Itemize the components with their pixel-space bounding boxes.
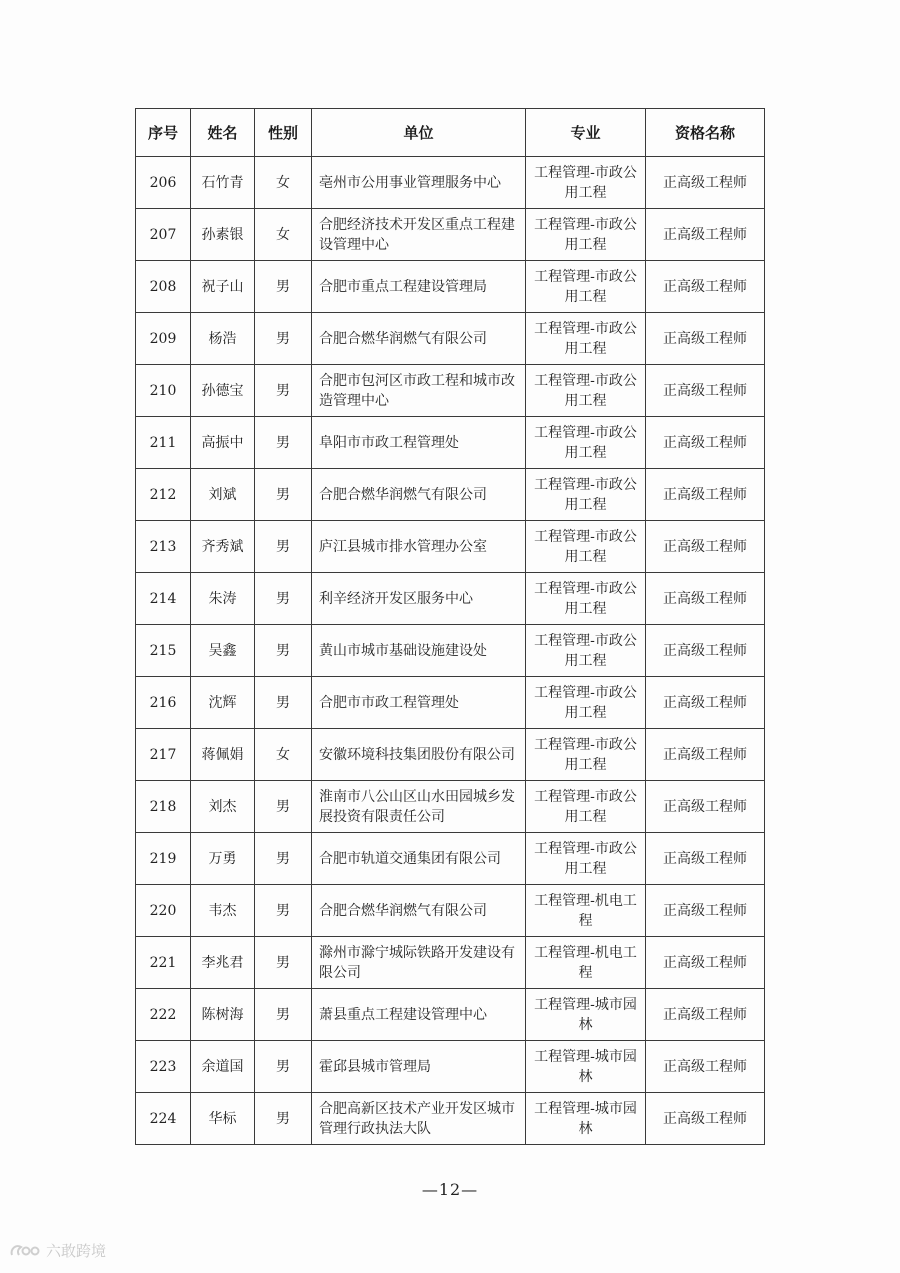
cell-unit: 合肥市包河区市政工程和城市改造管理中心 [312,365,526,417]
cell-unit: 合肥合燃华润燃气有限公司 [312,313,526,365]
cell-no: 223 [136,1041,191,1093]
cell-major: 工程管理-市政公用工程 [526,313,646,365]
cell-gender: 男 [255,833,312,885]
cell-unit: 合肥市轨道交通集团有限公司 [312,833,526,885]
cell-major: 工程管理-市政公用工程 [526,261,646,313]
cell-major: 工程管理-市政公用工程 [526,209,646,261]
cell-qualification: 正高级工程师 [646,625,765,677]
cell-name: 石竹青 [191,157,255,209]
cell-major: 工程管理-机电工程 [526,885,646,937]
cell-major: 工程管理-市政公用工程 [526,729,646,781]
cell-no: 218 [136,781,191,833]
cell-name: 齐秀斌 [191,521,255,573]
cell-no: 210 [136,365,191,417]
cell-name: 陈树海 [191,989,255,1041]
table-row [136,1093,765,1145]
cell-major: 工程管理-市政公用工程 [526,781,646,833]
cell-major: 工程管理-市政公用工程 [526,469,646,521]
cell-no: 220 [136,885,191,937]
cell-no: 217 [136,729,191,781]
table-row [136,313,765,365]
cell-no: 215 [136,625,191,677]
header-cell-unit: 单位 [312,109,526,157]
cell-unit: 庐江县城市排水管理办公室 [312,521,526,573]
table-header-row [136,109,765,157]
cell-qualification: 正高级工程师 [646,261,765,313]
cell-major: 工程管理-城市园林 [526,1041,646,1093]
cell-major: 工程管理-市政公用工程 [526,521,646,573]
cell-qualification: 正高级工程师 [646,1093,765,1145]
cell-no: 214 [136,573,191,625]
header-cell-major: 专业 [526,109,646,157]
cell-name: 孙德宝 [191,365,255,417]
watermark [8,1240,106,1261]
cell-qualification: 正高级工程师 [646,989,765,1041]
cell-qualification: 正高级工程师 [646,573,765,625]
cell-no: 221 [136,937,191,989]
table-row [136,157,765,209]
cell-unit: 合肥高新区技术产业开发区城市管理行政执法大队 [312,1093,526,1145]
table-row [136,781,765,833]
cell-gender: 男 [255,677,312,729]
cell-qualification: 正高级工程师 [646,781,765,833]
cell-major: 工程管理-城市园林 [526,989,646,1041]
cell-qualification: 正高级工程师 [646,937,765,989]
cell-name: 高振中 [191,417,255,469]
cell-qualification: 正高级工程师 [646,677,765,729]
cell-no: 207 [136,209,191,261]
cell-no: 212 [136,469,191,521]
table-row [136,573,765,625]
cell-unit: 霍邱县城市管理局 [312,1041,526,1093]
cell-qualification: 正高级工程师 [646,365,765,417]
cell-no: 216 [136,677,191,729]
cell-qualification: 正高级工程师 [646,157,765,209]
table-body [136,157,765,1145]
table-row [136,261,765,313]
cell-gender: 男 [255,989,312,1041]
cell-gender: 男 [255,365,312,417]
cell-unit: 合肥合燃华润燃气有限公司 [312,469,526,521]
header-cell-gender: 性别 [255,109,312,157]
header-cell-no: 序号 [136,109,191,157]
cell-name: 万勇 [191,833,255,885]
cell-gender: 男 [255,521,312,573]
table-row [136,937,765,989]
cell-qualification: 正高级工程师 [646,729,765,781]
cell-major: 工程管理-市政公用工程 [526,573,646,625]
table-row [136,209,765,261]
table-row [136,833,765,885]
cell-name: 祝子山 [191,261,255,313]
cell-gender: 男 [255,781,312,833]
cell-name: 韦杰 [191,885,255,937]
cell-no: 222 [136,989,191,1041]
cell-unit: 滁州市滁宁城际铁路开发建设有限公司 [312,937,526,989]
cell-qualification: 正高级工程师 [646,833,765,885]
header-cell-name: 姓名 [191,109,255,157]
table-row [136,469,765,521]
cell-name: 华标 [191,1093,255,1145]
cell-major: 工程管理-城市园林 [526,1093,646,1145]
cell-qualification: 正高级工程师 [646,1041,765,1093]
cell-no: 206 [136,157,191,209]
cell-qualification: 正高级工程师 [646,885,765,937]
cell-no: 211 [136,417,191,469]
table-row [136,989,765,1041]
cell-gender: 男 [255,1093,312,1145]
cell-no: 213 [136,521,191,573]
cell-qualification: 正高级工程师 [646,521,765,573]
cell-gender: 女 [255,729,312,781]
cell-unit: 利辛经济开发区服务中心 [312,573,526,625]
cell-name: 孙素银 [191,209,255,261]
table-row [136,729,765,781]
cell-name: 刘斌 [191,469,255,521]
cell-name: 沈辉 [191,677,255,729]
cell-gender: 男 [255,937,312,989]
cell-gender: 男 [255,625,312,677]
table-row [136,1041,765,1093]
cell-gender: 男 [255,261,312,313]
cell-major: 工程管理-市政公用工程 [526,417,646,469]
cell-no: 224 [136,1093,191,1145]
cell-name: 李兆君 [191,937,255,989]
watermark-logo-icon [8,1241,42,1261]
table-row [136,625,765,677]
cell-gender: 女 [255,209,312,261]
cell-gender: 男 [255,1041,312,1093]
cell-qualification: 正高级工程师 [646,417,765,469]
cell-no: 219 [136,833,191,885]
cell-unit: 阜阳市市政工程管理处 [312,417,526,469]
cell-name: 余道国 [191,1041,255,1093]
table-row [136,417,765,469]
cell-unit: 黄山市城市基础设施建设处 [312,625,526,677]
cell-gender: 女 [255,157,312,209]
cell-unit: 合肥经济技术开发区重点工程建设管理中心 [312,209,526,261]
table-row [136,521,765,573]
cell-major: 工程管理-市政公用工程 [526,833,646,885]
cell-major: 工程管理-市政公用工程 [526,625,646,677]
cell-unit: 安徽环境科技集团股份有限公司 [312,729,526,781]
cell-name: 刘杰 [191,781,255,833]
cell-name: 朱涛 [191,573,255,625]
cell-qualification: 正高级工程师 [646,313,765,365]
cell-unit: 合肥市重点工程建设管理局 [312,261,526,313]
cell-gender: 男 [255,573,312,625]
cell-gender: 男 [255,417,312,469]
table-row [136,885,765,937]
cell-name: 杨浩 [191,313,255,365]
table-row [136,365,765,417]
cell-qualification: 正高级工程师 [646,469,765,521]
cell-unit: 萧县重点工程建设管理中心 [312,989,526,1041]
cell-unit: 合肥合燃华润燃气有限公司 [312,885,526,937]
cell-major: 工程管理-市政公用工程 [526,157,646,209]
cell-major: 工程管理-机电工程 [526,937,646,989]
cell-gender: 男 [255,313,312,365]
cell-no: 208 [136,261,191,313]
header-cell-qualification: 资格名称 [646,109,765,157]
cell-qualification: 正高级工程师 [646,209,765,261]
cell-major: 工程管理-市政公用工程 [526,365,646,417]
cell-gender: 男 [255,885,312,937]
watermark-text: 六敢跨境 [46,1242,107,1260]
page-number: —12— [421,1180,479,1199]
cell-unit: 合肥市市政工程管理处 [312,677,526,729]
cell-unit: 淮南市八公山区山水田园城乡发展投资有限责任公司 [312,781,526,833]
cell-no: 209 [136,313,191,365]
cell-unit: 亳州市公用事业管理服务中心 [312,157,526,209]
roster-table [135,108,765,1145]
cell-major: 工程管理-市政公用工程 [526,677,646,729]
cell-gender: 男 [255,469,312,521]
cell-name: 蒋佩娟 [191,729,255,781]
table-row [136,677,765,729]
cell-name: 吴鑫 [191,625,255,677]
